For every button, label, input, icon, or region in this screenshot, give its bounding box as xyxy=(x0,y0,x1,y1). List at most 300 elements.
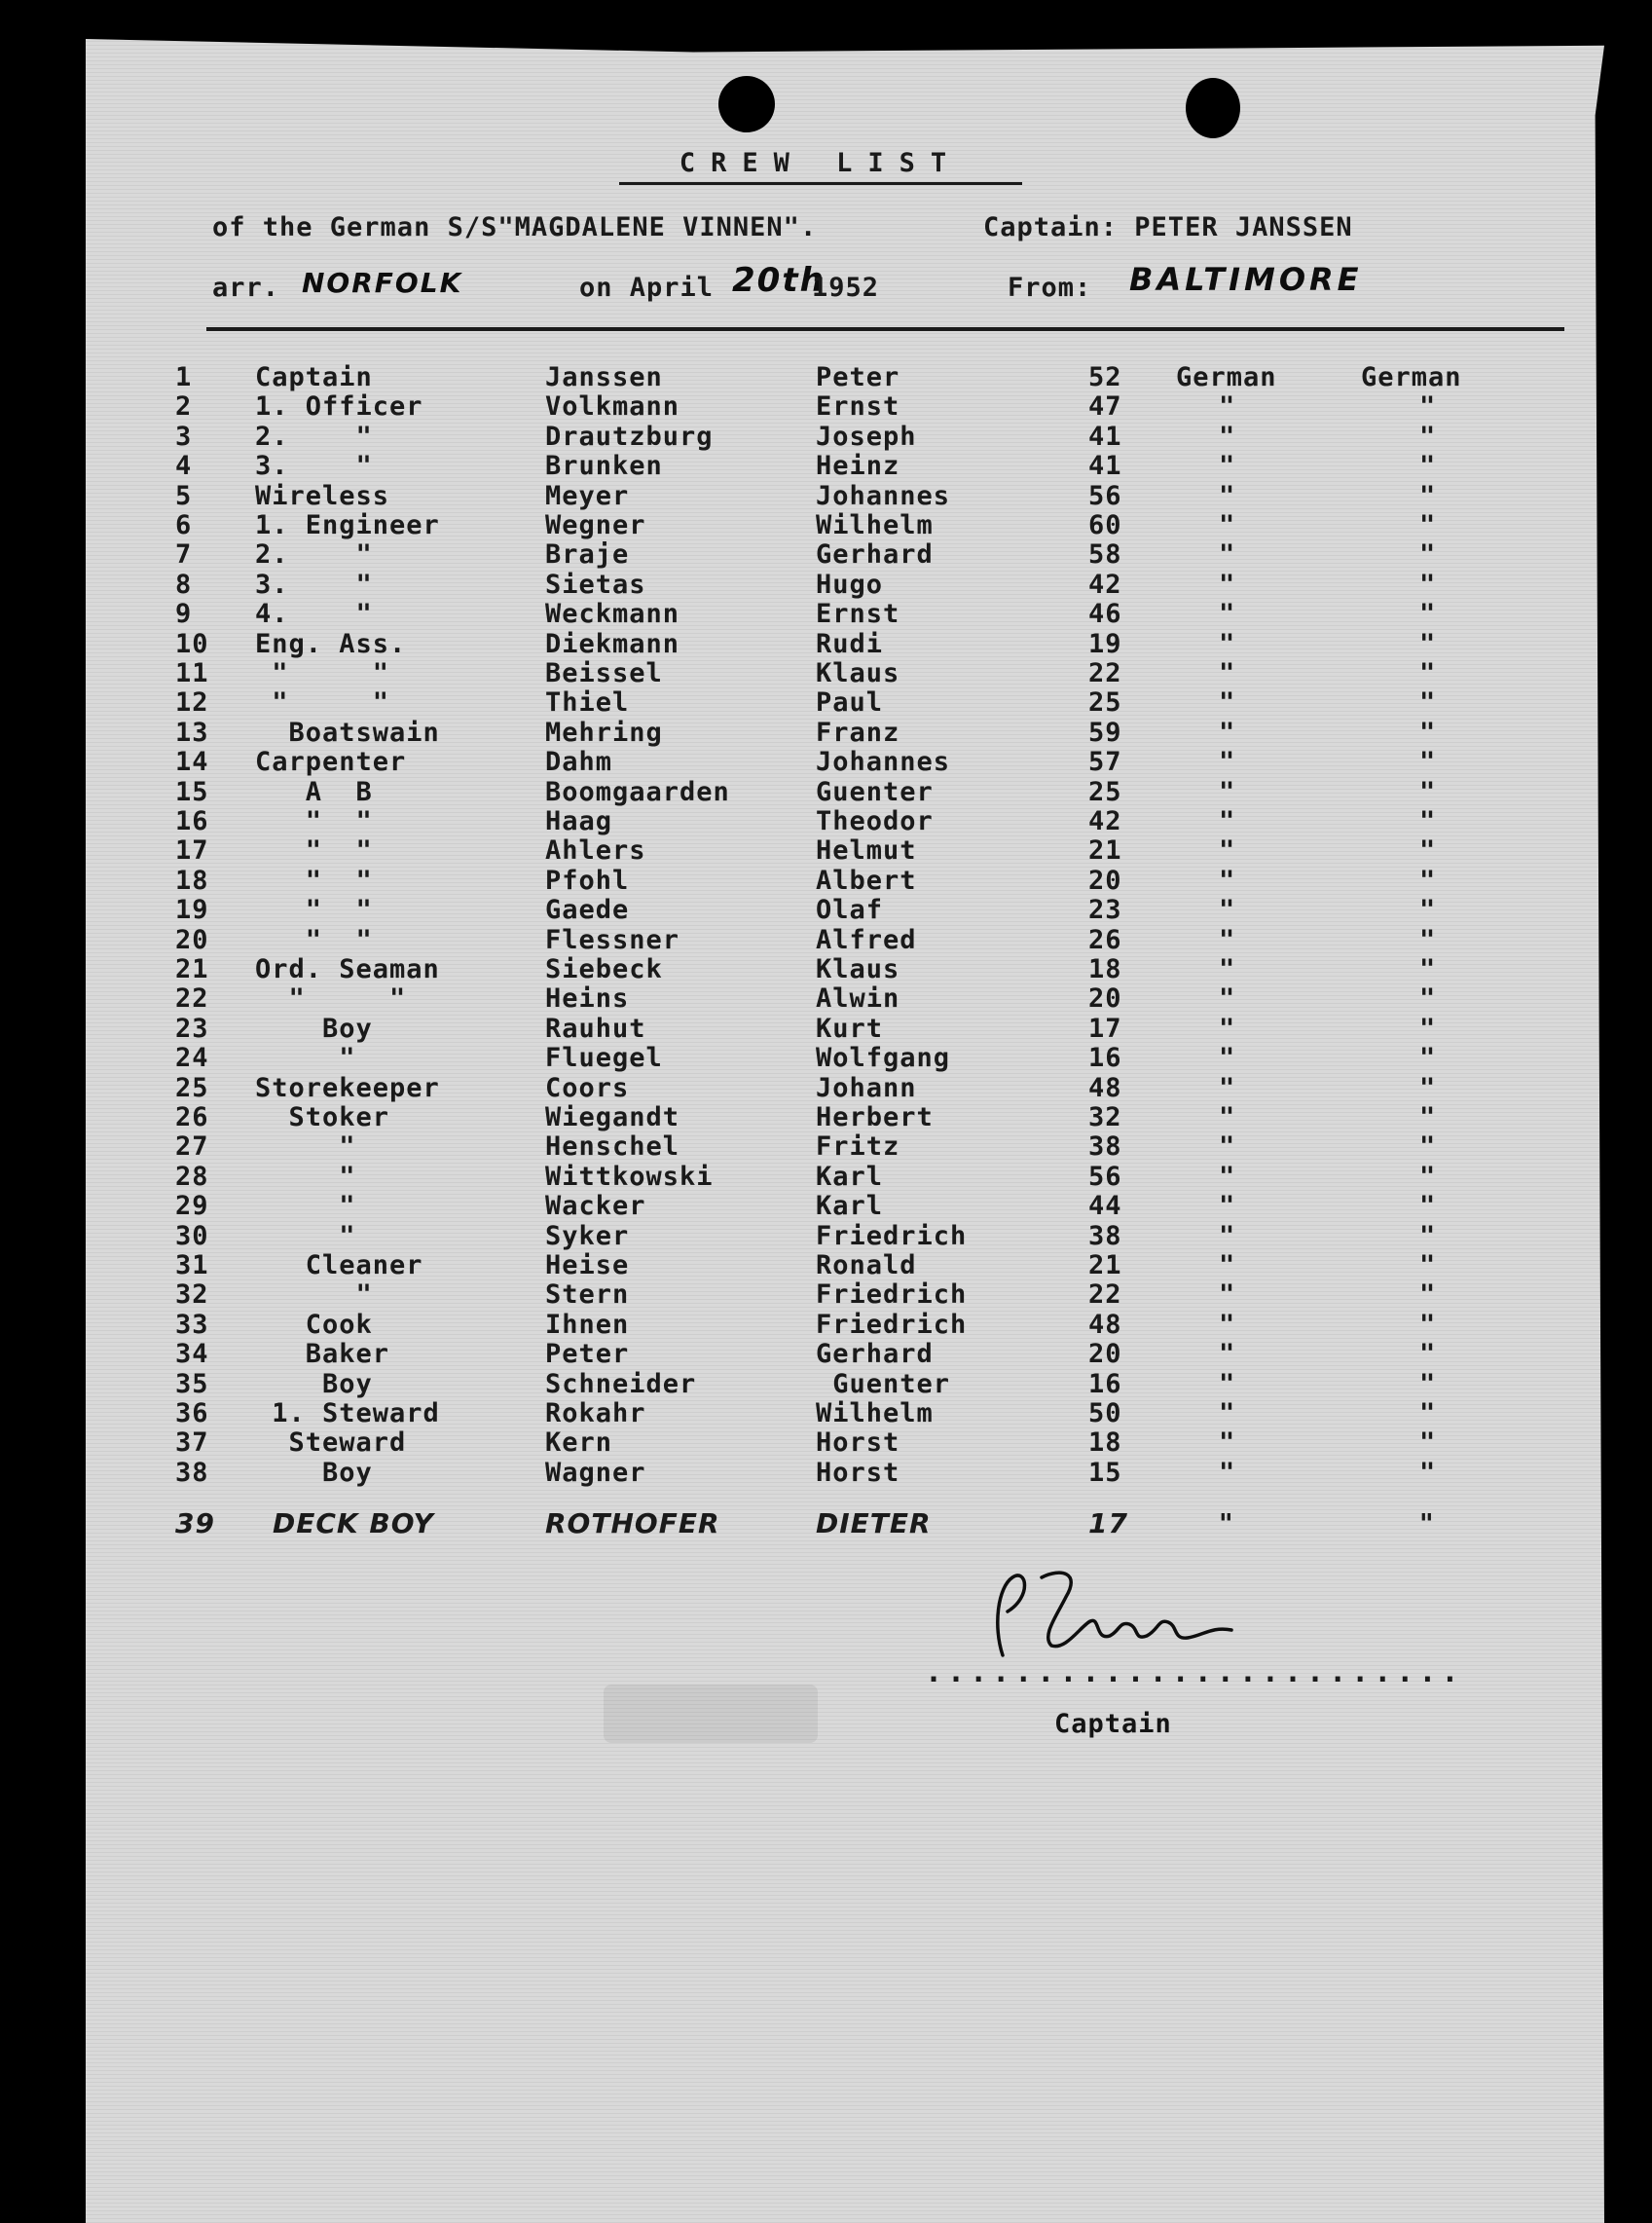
crew-rank: 1. Steward xyxy=(255,1398,440,1428)
crew-surname: Beissel xyxy=(545,658,663,688)
date-day: 20th xyxy=(732,261,826,300)
crew-number: 19 xyxy=(175,895,209,925)
crew-surname: Diekmann xyxy=(545,629,680,659)
document-title: CREW LIST xyxy=(619,148,1022,185)
crew-first-name: Johannes xyxy=(816,481,951,511)
crew-first-name: Heinz xyxy=(816,451,900,481)
crew-age: 18 xyxy=(1088,954,1122,984)
crew-age: 42 xyxy=(1088,570,1122,600)
crew-first-name: Gerhard xyxy=(816,539,934,570)
crew-rank: Storekeeper xyxy=(255,1073,440,1103)
crew-nationality: " xyxy=(1219,1162,1236,1192)
crew-birthplace: " xyxy=(1419,895,1437,925)
crew-row xyxy=(0,391,1652,421)
crew-surname: Haag xyxy=(545,806,613,836)
crew-birthplace: " xyxy=(1419,391,1437,422)
crew-nationality: " xyxy=(1219,718,1236,748)
crew-first-name: Olaf xyxy=(816,895,884,925)
crew-number: 26 xyxy=(175,1102,209,1132)
faded-stamp xyxy=(604,1685,818,1743)
crew-birthplace: " xyxy=(1419,1279,1437,1310)
crew-birthplace: " xyxy=(1419,510,1437,540)
crew-birthplace: " xyxy=(1419,1427,1437,1458)
crew-age: 21 xyxy=(1088,1250,1122,1280)
crew-surname: Weckmann xyxy=(545,599,680,629)
crew-rank: Boy xyxy=(255,1014,373,1044)
crew-surname: ROTHOFER xyxy=(545,1507,720,1539)
crew-age: 50 xyxy=(1088,1398,1122,1428)
crew-surname: Janssen xyxy=(545,362,663,392)
crew-row xyxy=(0,777,1652,806)
crew-surname: Coors xyxy=(545,1073,630,1103)
signature-caption: Captain xyxy=(1054,1709,1172,1739)
crew-nationality: " xyxy=(1219,1339,1236,1369)
crew-birthplace: " xyxy=(1419,1162,1437,1192)
crew-number: 6 xyxy=(175,510,193,540)
crew-rank: " " xyxy=(255,806,373,836)
crew-birthplace: " xyxy=(1419,925,1437,955)
crew-first-name: Karl xyxy=(816,1162,884,1192)
crew-surname: Brunken xyxy=(545,451,663,481)
captain-line: Captain: PETER JANSSEN xyxy=(983,212,1353,242)
crew-surname: Syker xyxy=(545,1221,630,1251)
crew-nationality: " xyxy=(1219,806,1236,836)
crew-age: 46 xyxy=(1088,599,1122,629)
crew-number: 35 xyxy=(175,1369,209,1399)
crew-first-name: Friedrich xyxy=(816,1221,968,1251)
crew-rank: " " xyxy=(255,687,390,718)
crew-rank: Captain xyxy=(255,362,373,392)
crew-surname: Kern xyxy=(545,1427,613,1458)
crew-rank: Stoker xyxy=(255,1102,390,1132)
crew-nationality: " xyxy=(1219,451,1236,481)
crew-nationality: " xyxy=(1219,1507,1234,1539)
crew-nationality: " xyxy=(1219,1221,1236,1251)
crew-first-name: DIETER xyxy=(816,1507,932,1539)
crew-age: 56 xyxy=(1088,481,1122,511)
crew-surname: Ihnen xyxy=(545,1310,630,1340)
crew-row xyxy=(0,481,1652,510)
crew-first-name: Friedrich xyxy=(816,1279,968,1310)
crew-row xyxy=(0,1310,1652,1339)
crew-number: 29 xyxy=(175,1191,209,1221)
crew-first-name: Kurt xyxy=(816,1014,884,1044)
arrival-port: NORFOLK xyxy=(302,267,463,299)
crew-first-name: Guenter xyxy=(816,777,934,807)
crew-row xyxy=(0,1398,1652,1427)
crew-number: 16 xyxy=(175,806,209,836)
crew-surname: Volkmann xyxy=(545,391,680,422)
crew-row xyxy=(0,954,1652,983)
crew-birthplace: " xyxy=(1419,835,1437,866)
crew-number: 10 xyxy=(175,629,209,659)
crew-number: 11 xyxy=(175,658,209,688)
crew-rank: A B xyxy=(255,777,373,807)
crew-age: 32 xyxy=(1088,1102,1122,1132)
crew-row xyxy=(0,1279,1652,1309)
crew-birthplace: " xyxy=(1419,777,1437,807)
crew-rank: " xyxy=(255,1131,356,1162)
crew-row xyxy=(0,1458,1652,1487)
crew-rank: 1. Officer xyxy=(255,391,423,422)
crew-age: 42 xyxy=(1088,806,1122,836)
from-label: From: xyxy=(1008,273,1092,303)
crew-row xyxy=(0,1339,1652,1368)
crew-rank: " xyxy=(255,1162,356,1192)
crew-first-name: Guenter xyxy=(816,1369,951,1399)
crew-first-name: Johannes xyxy=(816,747,951,777)
crew-age: 47 xyxy=(1088,391,1122,422)
vessel-line: of the German S/S"MAGDALENE VINNEN". xyxy=(212,212,818,242)
crew-rank: 3. " xyxy=(255,570,373,600)
crew-row xyxy=(0,925,1652,954)
crew-row xyxy=(0,422,1652,451)
crew-rank: Boatswain xyxy=(255,718,440,748)
crew-age: 58 xyxy=(1088,539,1122,570)
crew-birthplace: " xyxy=(1419,1221,1437,1251)
crew-number: 27 xyxy=(175,1131,209,1162)
crew-age: 56 xyxy=(1088,1162,1122,1192)
crew-rank: Boy xyxy=(255,1458,373,1488)
crew-number: 13 xyxy=(175,718,209,748)
crew-number: 37 xyxy=(175,1427,209,1458)
crew-birthplace: " xyxy=(1419,451,1437,481)
crew-surname: Heins xyxy=(545,983,630,1014)
crew-number: 23 xyxy=(175,1014,209,1044)
crew-first-name: Fritz xyxy=(816,1131,900,1162)
crew-birthplace: " xyxy=(1419,983,1437,1014)
crew-first-name: Peter xyxy=(816,362,900,392)
crew-first-name: Paul xyxy=(816,687,884,718)
crew-row-handwritten xyxy=(0,1507,1652,1537)
crew-birthplace: " xyxy=(1419,1043,1437,1073)
crew-age: 60 xyxy=(1088,510,1122,540)
crew-surname: Stern xyxy=(545,1279,630,1310)
crew-age: 19 xyxy=(1088,629,1122,659)
crew-row xyxy=(0,1191,1652,1220)
crew-surname: Meyer xyxy=(545,481,630,511)
crew-row xyxy=(0,599,1652,628)
crew-nationality: " xyxy=(1219,983,1236,1014)
crew-first-name: Ronald xyxy=(816,1250,917,1280)
crew-birthplace: " xyxy=(1419,718,1437,748)
crew-age: 25 xyxy=(1088,777,1122,807)
crew-nationality: " xyxy=(1219,1014,1236,1044)
crew-number: 20 xyxy=(175,925,209,955)
crew-number: 32 xyxy=(175,1279,209,1310)
crew-nationality: " xyxy=(1219,1398,1236,1428)
crew-number: 31 xyxy=(175,1250,209,1280)
crew-age: 57 xyxy=(1088,747,1122,777)
crew-surname: Wegner xyxy=(545,510,646,540)
crew-number: 25 xyxy=(175,1073,209,1103)
crew-nationality: " xyxy=(1219,570,1236,600)
crew-surname: Braje xyxy=(545,539,630,570)
signature-line: ........................ xyxy=(925,1655,1464,1689)
crew-row xyxy=(0,718,1652,747)
crew-row xyxy=(0,658,1652,687)
crew-row xyxy=(0,510,1652,539)
crew-nationality: " xyxy=(1219,510,1236,540)
crew-number: 34 xyxy=(175,1339,209,1369)
crew-row xyxy=(0,362,1652,391)
crew-nationality: " xyxy=(1219,1131,1236,1162)
crew-age: 52 xyxy=(1088,362,1122,392)
crew-birthplace: " xyxy=(1419,866,1437,896)
crew-nationality: " xyxy=(1219,1043,1236,1073)
crew-rank: 3. " xyxy=(255,451,373,481)
crew-surname: Thiel xyxy=(545,687,630,718)
crew-rank: 2. " xyxy=(255,539,373,570)
crew-nationality: " xyxy=(1219,629,1236,659)
crew-birthplace: " xyxy=(1419,481,1437,511)
date-prefix: on April xyxy=(579,273,715,303)
crew-surname: Gaede xyxy=(545,895,630,925)
crew-age: 59 xyxy=(1088,718,1122,748)
crew-number: 38 xyxy=(175,1458,209,1488)
crew-age: 38 xyxy=(1088,1221,1122,1251)
crew-row xyxy=(0,1221,1652,1250)
crew-surname: Schneider xyxy=(545,1369,697,1399)
crew-rank: DECK BOY xyxy=(273,1507,434,1539)
crew-nationality: " xyxy=(1219,1250,1236,1280)
crew-age: 18 xyxy=(1088,1427,1122,1458)
crew-row xyxy=(0,866,1652,895)
crew-surname: Henschel xyxy=(545,1131,680,1162)
crew-birthplace: " xyxy=(1419,954,1437,984)
crew-birthplace: " xyxy=(1419,687,1437,718)
crew-rank: " xyxy=(255,1279,373,1310)
crew-rank: " " xyxy=(255,658,390,688)
crew-birthplace: " xyxy=(1419,1310,1437,1340)
crew-number: 28 xyxy=(175,1162,209,1192)
crew-first-name: Ernst xyxy=(816,599,900,629)
crew-row xyxy=(0,1043,1652,1072)
crew-birthplace: " xyxy=(1419,1191,1437,1221)
crew-surname: Sietas xyxy=(545,570,646,600)
crew-birthplace: " xyxy=(1419,422,1437,452)
crew-age: 16 xyxy=(1088,1043,1122,1073)
crew-first-name: Karl xyxy=(816,1191,884,1221)
crew-age: 48 xyxy=(1088,1073,1122,1103)
crew-first-name: Alfred xyxy=(816,925,917,955)
crew-surname: Mehring xyxy=(545,718,663,748)
crew-surname: Pfohl xyxy=(545,866,630,896)
crew-surname: Wagner xyxy=(545,1458,646,1488)
crew-first-name: Franz xyxy=(816,718,900,748)
crew-row xyxy=(0,983,1652,1013)
crew-first-name: Horst xyxy=(816,1458,900,1488)
crew-number: 36 xyxy=(175,1398,209,1428)
crew-age: 20 xyxy=(1088,866,1122,896)
crew-surname: Rokahr xyxy=(545,1398,646,1428)
crew-birthplace: " xyxy=(1419,806,1437,836)
crew-row xyxy=(0,895,1652,924)
crew-age: 15 xyxy=(1088,1458,1122,1488)
crew-row xyxy=(0,539,1652,569)
crew-nationality: " xyxy=(1219,925,1236,955)
crew-rank: Ord. Seaman xyxy=(255,954,440,984)
crew-number: 33 xyxy=(175,1310,209,1340)
crew-first-name: Joseph xyxy=(816,422,917,452)
crew-number: 30 xyxy=(175,1221,209,1251)
crew-surname: Heise xyxy=(545,1250,630,1280)
crew-first-name: Wilhelm xyxy=(816,1398,934,1428)
crew-surname: Drautzburg xyxy=(545,422,714,452)
crew-rank: " " xyxy=(255,895,373,925)
crew-row xyxy=(0,747,1652,776)
crew-age: 38 xyxy=(1088,1131,1122,1162)
crew-first-name: Johann xyxy=(816,1073,917,1103)
crew-surname: Fluegel xyxy=(545,1043,663,1073)
crew-rank: Wireless xyxy=(255,481,390,511)
crew-nationality: " xyxy=(1219,1458,1236,1488)
crew-rank: " " xyxy=(255,925,373,955)
crew-birthplace: " xyxy=(1419,1398,1437,1428)
crew-birthplace: " xyxy=(1419,1250,1437,1280)
crew-rank: Carpenter xyxy=(255,747,407,777)
crew-surname: Dahm xyxy=(545,747,613,777)
crew-number: 4 xyxy=(175,451,193,481)
crew-birthplace: " xyxy=(1419,570,1437,600)
crew-first-name: Wolfgang xyxy=(816,1043,951,1073)
crew-nationality: German xyxy=(1176,362,1277,392)
crew-nationality: " xyxy=(1219,539,1236,570)
crew-nationality: " xyxy=(1219,658,1236,688)
crew-birthplace: " xyxy=(1419,747,1437,777)
crew-surname: Wacker xyxy=(545,1191,646,1221)
crew-number: 1 xyxy=(175,362,193,392)
crew-surname: Wiegandt xyxy=(545,1102,680,1132)
crew-first-name: Hugo xyxy=(816,570,884,600)
crew-row xyxy=(0,1427,1652,1457)
crew-surname: Flessner xyxy=(545,925,680,955)
crew-age: 17 xyxy=(1088,1507,1128,1539)
crew-rank: " " xyxy=(255,835,373,866)
from-port: BALTIMORE xyxy=(1129,261,1363,298)
crew-number: 39 xyxy=(175,1507,215,1539)
crew-rank: Eng. Ass. xyxy=(255,629,407,659)
crew-number: 3 xyxy=(175,422,193,452)
crew-birthplace: " xyxy=(1419,1131,1437,1162)
crew-row xyxy=(0,451,1652,480)
crew-age: 25 xyxy=(1088,687,1122,718)
crew-rank: 1. Engineer xyxy=(255,510,440,540)
crew-nationality: " xyxy=(1219,747,1236,777)
crew-birthplace: " xyxy=(1419,539,1437,570)
crew-rank: " xyxy=(255,1221,356,1251)
crew-number: 24 xyxy=(175,1043,209,1073)
crew-row xyxy=(0,1102,1652,1131)
crew-row xyxy=(0,570,1652,599)
crew-surname: Siebeck xyxy=(545,954,663,984)
crew-surname: Peter xyxy=(545,1339,630,1369)
crew-nationality: " xyxy=(1219,1073,1236,1103)
crew-number: 2 xyxy=(175,391,193,422)
crew-row xyxy=(0,1073,1652,1102)
crew-age: 44 xyxy=(1088,1191,1122,1221)
crew-birthplace: " xyxy=(1419,1369,1437,1399)
crew-nationality: " xyxy=(1219,866,1236,896)
crew-rank: Boy xyxy=(255,1369,373,1399)
crew-first-name: Klaus xyxy=(816,658,900,688)
crew-first-name: Ernst xyxy=(816,391,900,422)
crew-nationality: " xyxy=(1219,422,1236,452)
crew-nationality: " xyxy=(1219,1369,1236,1399)
crew-nationality: " xyxy=(1219,599,1236,629)
crew-rank: " " xyxy=(255,983,407,1014)
crew-nationality: " xyxy=(1219,1102,1236,1132)
crew-rank: 2. " xyxy=(255,422,373,452)
crew-nationality: " xyxy=(1219,777,1236,807)
crew-age: 23 xyxy=(1088,895,1122,925)
crew-nationality: " xyxy=(1219,391,1236,422)
header-rule xyxy=(206,327,1564,331)
crew-rank: Cook xyxy=(255,1310,373,1340)
crew-first-name: Rudi xyxy=(816,629,884,659)
crew-rank: Cleaner xyxy=(255,1250,423,1280)
crew-age: 26 xyxy=(1088,925,1122,955)
crew-age: 22 xyxy=(1088,1279,1122,1310)
crew-number: 9 xyxy=(175,599,193,629)
crew-first-name: Helmut xyxy=(816,835,917,866)
crew-first-name: Theodor xyxy=(816,806,934,836)
crew-age: 22 xyxy=(1088,658,1122,688)
crew-number: 15 xyxy=(175,777,209,807)
crew-nationality: " xyxy=(1219,954,1236,984)
crew-first-name: Albert xyxy=(816,866,917,896)
crew-number: 22 xyxy=(175,983,209,1014)
crew-rank: " " xyxy=(255,866,373,896)
crew-age: 17 xyxy=(1088,1014,1122,1044)
crew-nationality: " xyxy=(1219,1427,1236,1458)
crew-birthplace: " xyxy=(1419,599,1437,629)
crew-surname: Rauhut xyxy=(545,1014,646,1044)
crew-number: 5 xyxy=(175,481,193,511)
crew-first-name: Wilhelm xyxy=(816,510,934,540)
crew-surname: Boomgaarden xyxy=(545,777,730,807)
crew-birthplace: " xyxy=(1419,1507,1435,1539)
crew-rank: Steward xyxy=(255,1427,407,1458)
crew-number: 12 xyxy=(175,687,209,718)
crew-number: 8 xyxy=(175,570,193,600)
crew-row xyxy=(0,1369,1652,1398)
crew-birthplace: " xyxy=(1419,629,1437,659)
crew-rank: " xyxy=(255,1191,356,1221)
crew-nationality: " xyxy=(1219,1279,1236,1310)
crew-age: 41 xyxy=(1088,422,1122,452)
crew-nationality: " xyxy=(1219,481,1236,511)
crew-first-name: Klaus xyxy=(816,954,900,984)
crew-first-name: Gerhard xyxy=(816,1339,934,1369)
crew-row xyxy=(0,1014,1652,1043)
crew-age: 20 xyxy=(1088,1339,1122,1369)
crew-nationality: " xyxy=(1219,1191,1236,1221)
crew-number: 18 xyxy=(175,866,209,896)
crew-surname: Ahlers xyxy=(545,835,646,866)
crew-first-name: Friedrich xyxy=(816,1310,968,1340)
crew-first-name: Herbert xyxy=(816,1102,934,1132)
crew-first-name: Horst xyxy=(816,1427,900,1458)
crew-nationality: " xyxy=(1219,687,1236,718)
crew-birthplace: " xyxy=(1419,1458,1437,1488)
crew-nationality: " xyxy=(1219,1310,1236,1340)
punch-hole xyxy=(1186,78,1240,138)
crew-rank: 4. " xyxy=(255,599,373,629)
crew-number: 14 xyxy=(175,747,209,777)
crew-birthplace: German xyxy=(1361,362,1462,392)
crew-age: 16 xyxy=(1088,1369,1122,1399)
